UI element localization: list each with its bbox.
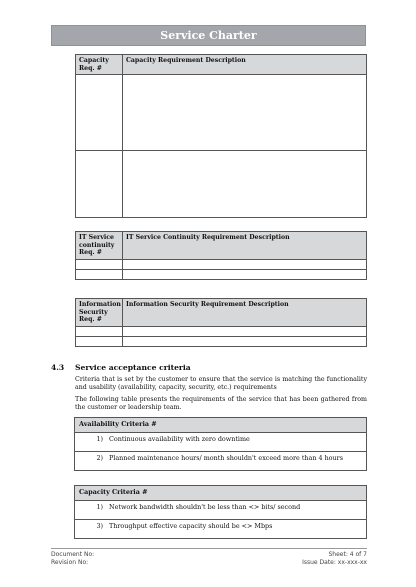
security-req-number-header: Information Security Req. # <box>76 299 123 327</box>
table-cell <box>123 327 367 337</box>
footer-right <box>302 551 367 567</box>
table-cell <box>76 151 123 218</box>
table-cell <box>75 432 367 451</box>
table-cell <box>76 337 123 347</box>
capacity-criteria-header: Capacity Criteria # <box>75 486 367 501</box>
continuity-requirements-table <box>75 231 367 280</box>
availability-criteria-table <box>74 417 367 471</box>
table-row <box>76 260 367 270</box>
revision-number: Revision No: <box>51 559 89 566</box>
security-req-description-header: Information Security Requirement Description <box>123 299 367 327</box>
table-cell <box>123 75 367 151</box>
section-paragraph-2: The following table presents the requirements of the service that has been gathered from the customer or leadership team. <box>75 396 367 411</box>
section-paragraph-1: Criteria that is set by the customer to ensure that the service is matching the functionality and usability (availability, capacity, security, etc.) requirements <box>75 376 367 391</box>
continuity-req-description-header: IT Service Continuity Requirement Description <box>123 232 367 260</box>
security-requirements-table <box>75 298 367 347</box>
table-cell <box>75 451 367 470</box>
item-text: Throughput effective capacity should be <> Mbps <box>109 521 273 530</box>
table-cell <box>123 260 367 270</box>
capacity-req-number-header: Capacity Req. # <box>76 55 123 75</box>
item-text: Planned maintenance hours/ month shouldn't exceed more than 4 hours <box>109 453 343 462</box>
item-number: 1) <box>96 502 103 511</box>
table-cell <box>76 327 123 337</box>
table-row <box>76 151 367 218</box>
capacity-requirements-table <box>75 54 367 218</box>
availability-criteria-header: Availability Criteria # <box>75 418 367 433</box>
item-number: 2) <box>96 453 103 462</box>
table-header-row <box>75 486 367 501</box>
table-row <box>76 327 367 337</box>
document-number: Document No: <box>51 551 95 558</box>
table-cell <box>76 260 123 270</box>
section-number: 4.3 <box>51 363 65 372</box>
table-cell <box>76 270 123 280</box>
footer-left <box>51 551 94 567</box>
page-title: Service Charter <box>160 29 257 42</box>
item-text: Network bandwidth shouldn't be less than <> bits/ second <box>109 502 301 511</box>
table-cell <box>123 270 367 280</box>
table-cell <box>123 151 367 218</box>
table-row <box>75 500 367 519</box>
table-row <box>75 519 367 538</box>
table-cell <box>75 500 367 519</box>
item-number: 3) <box>96 521 103 530</box>
table-row <box>75 451 367 470</box>
table-row <box>76 270 367 280</box>
issue-date: Issue Date: xx-xxx-xx <box>302 559 367 566</box>
page-header-bar <box>51 25 366 46</box>
table-cell <box>123 337 367 347</box>
continuity-req-number-header: IT Service continuity Req. # <box>76 232 123 260</box>
footer-divider <box>51 548 367 549</box>
table-row <box>76 337 367 347</box>
table-header-row <box>75 418 367 433</box>
table-row <box>75 432 367 451</box>
table-row <box>76 75 367 151</box>
capacity-req-description-header: Capacity Requirement Description <box>123 55 367 75</box>
item-text: Continuous availability with zero downtime <box>109 434 250 443</box>
table-cell <box>76 75 123 151</box>
table-header-row <box>76 232 367 260</box>
table-cell <box>75 519 367 538</box>
section-heading <box>51 363 191 372</box>
table-header-row <box>76 299 367 327</box>
section-title: Service acceptance criteria <box>75 363 191 372</box>
sheet-number: Sheet: 4 of 7 <box>328 551 367 558</box>
capacity-criteria-table <box>74 485 367 539</box>
item-number: 1) <box>96 434 103 443</box>
table-header-row <box>76 55 367 75</box>
